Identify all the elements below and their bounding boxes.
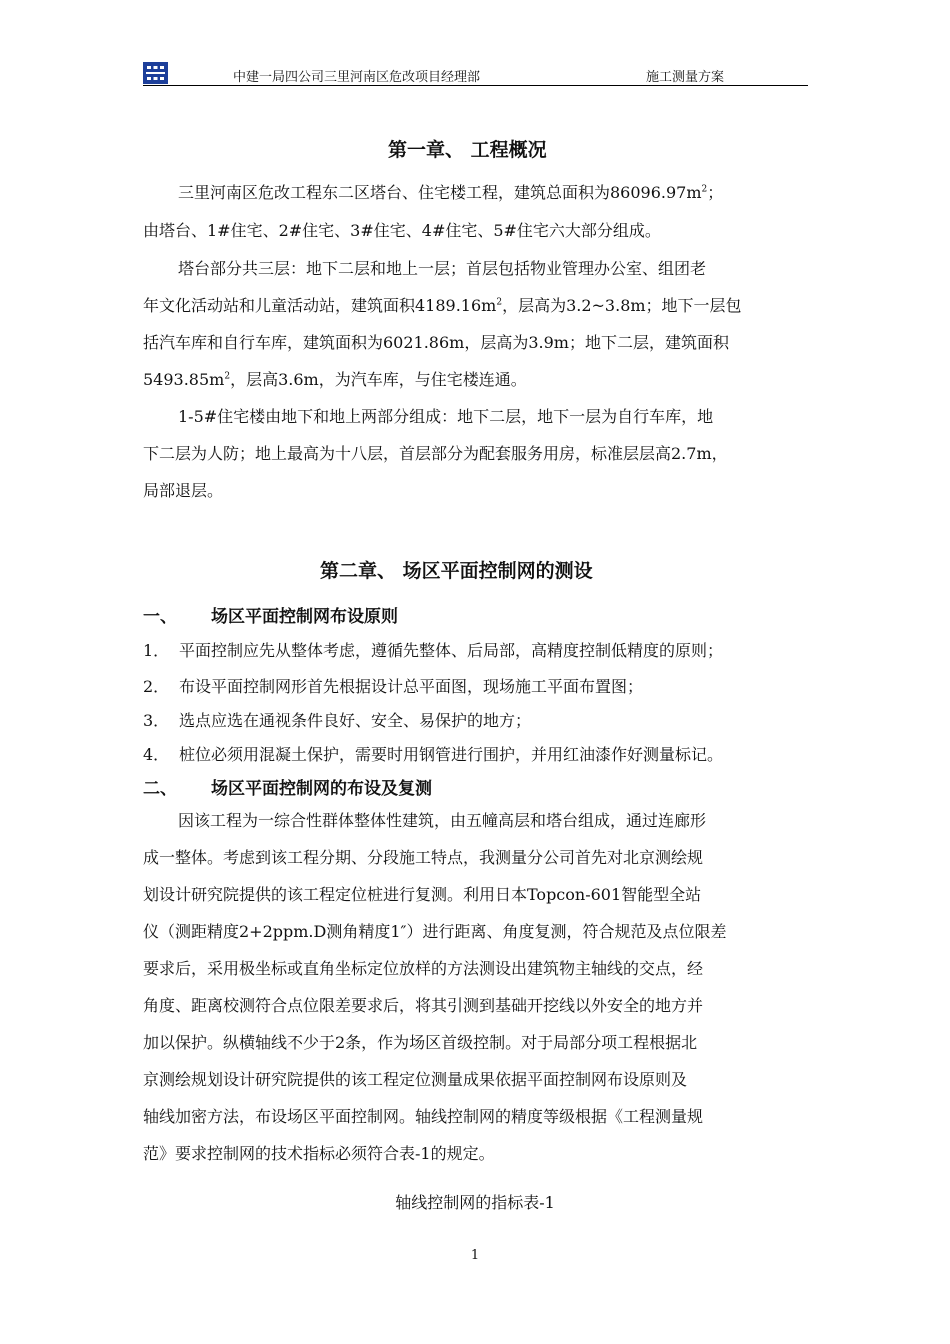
body-line: 加以保护。纵横轴线不少于2条，作为场区首级控制。对于局部分项工程根据北: [143, 1033, 698, 1052]
section-2-heading: 二、 场区平面控制网的布设及复测: [143, 779, 432, 799]
body-line: 轴线加密方法，布设场区平面控制网。轴线控制网的精度等级根据《工程测量规: [143, 1107, 704, 1126]
body-line: 划设计研究院提供的该工程定位桩进行复测。利用日本Topcon-601智能型全站: [143, 885, 702, 904]
ch1-para1-line1: 三里河南区危改工程东二区塔台、住宅楼工程，建筑总面积为$86096.97m^2$；: [178, 183, 724, 202]
header-document-title: 施工测量方案: [646, 70, 725, 85]
body-line: 因该工程为一综合性群体整体性建筑，由五幢高层和塔台组成，通过连廊形: [178, 811, 707, 830]
superscript: 2: [701, 184, 708, 195]
list-item: 1． 平面控制应先从整体考虑，遵循先整体、后局部，高精度控制低精度的原则；: [143, 641, 724, 660]
body-line: 角度、距离校测符合点位限差要求后，将其引测到基础开挖线以外安全的地方并: [143, 996, 704, 1015]
body-line: 要求后，采用极坐标或直角坐标定位放样的方法测设出建筑物主轴线的交点，经: [143, 959, 704, 978]
body-line: 京测绘规划设计研究院提供的该工程定位测量成果依据平面控制网布设原则及: [143, 1070, 688, 1089]
list-item: 3． 选点应选在通视条件良好、安全、易保护的地方；: [143, 711, 532, 730]
ch1-para1-line2: 由塔台、1#住宅、2#住宅、3#住宅、4#住宅、5#住宅六大部分组成。: [143, 221, 661, 240]
page-number: 1: [470, 1248, 480, 1263]
ch1-para2-line3: 括汽车库和自行车库，建筑面积为6021.86m，层高为3.9m；地下二层，建筑面积: [143, 333, 729, 352]
chapter-2-title: 第二章、 场区平面控制网的测设: [320, 560, 593, 582]
section-1-heading: 一、 场区平面控制网布设原则: [143, 607, 398, 627]
body-line: 成一整体。考虑到该工程分期、分段施工特点，我测量分公司首先对北京测绘规: [143, 848, 704, 867]
body-line: 范》要求控制网的技术指标必须符合表-1的规定。: [143, 1144, 495, 1163]
ch1-para3-line2: 下二层为人防；地上最高为十八层，首层部分为配套服务用房，标准层层高2.7m，: [143, 444, 728, 463]
body-line: 仪（测距精度2+2ppm.D测角精度1″）进行距离、角度复测，符合规范及点位限差: [143, 922, 727, 941]
company-logo-icon: [143, 62, 168, 84]
ch1-para2-line2: 年文化活动站和儿童活动站，建筑面积$4189.16m^2$，层高为3.2~3.8m；地下一层包: [143, 296, 742, 315]
chapter-1-title: 第一章、 工程概况: [388, 139, 547, 161]
table-caption: 轴线控制网的指标表-1: [395, 1193, 555, 1212]
page-header: [143, 60, 808, 86]
list-item: 4． 桩位必须用混凝土保护，需要时用钢管进行围护，并用红油漆作好测量标记。: [143, 745, 724, 764]
ch1-para2-line1: 塔台部分共三层：地下二层和地上一层；首层包括物业管理办公室、组团老: [178, 259, 707, 278]
ch1-para3-line1: 1-5#住宅楼由地下和地上两部分组成：地下二层，地下一层为自行车库，地: [178, 407, 714, 426]
header-organization: 中建一局四公司三里河南区危改项目经理部: [233, 70, 481, 85]
ch1-para3-line3: 局部退层。: [143, 481, 224, 500]
ch1-para2-line4: $5493.85m^2$，层高3.6m，为汽车库，与住宅楼连通。: [143, 370, 527, 389]
list-item: 2． 布设平面控制网形首先根据设计总平面图，现场施工平面布置图；: [143, 677, 644, 696]
